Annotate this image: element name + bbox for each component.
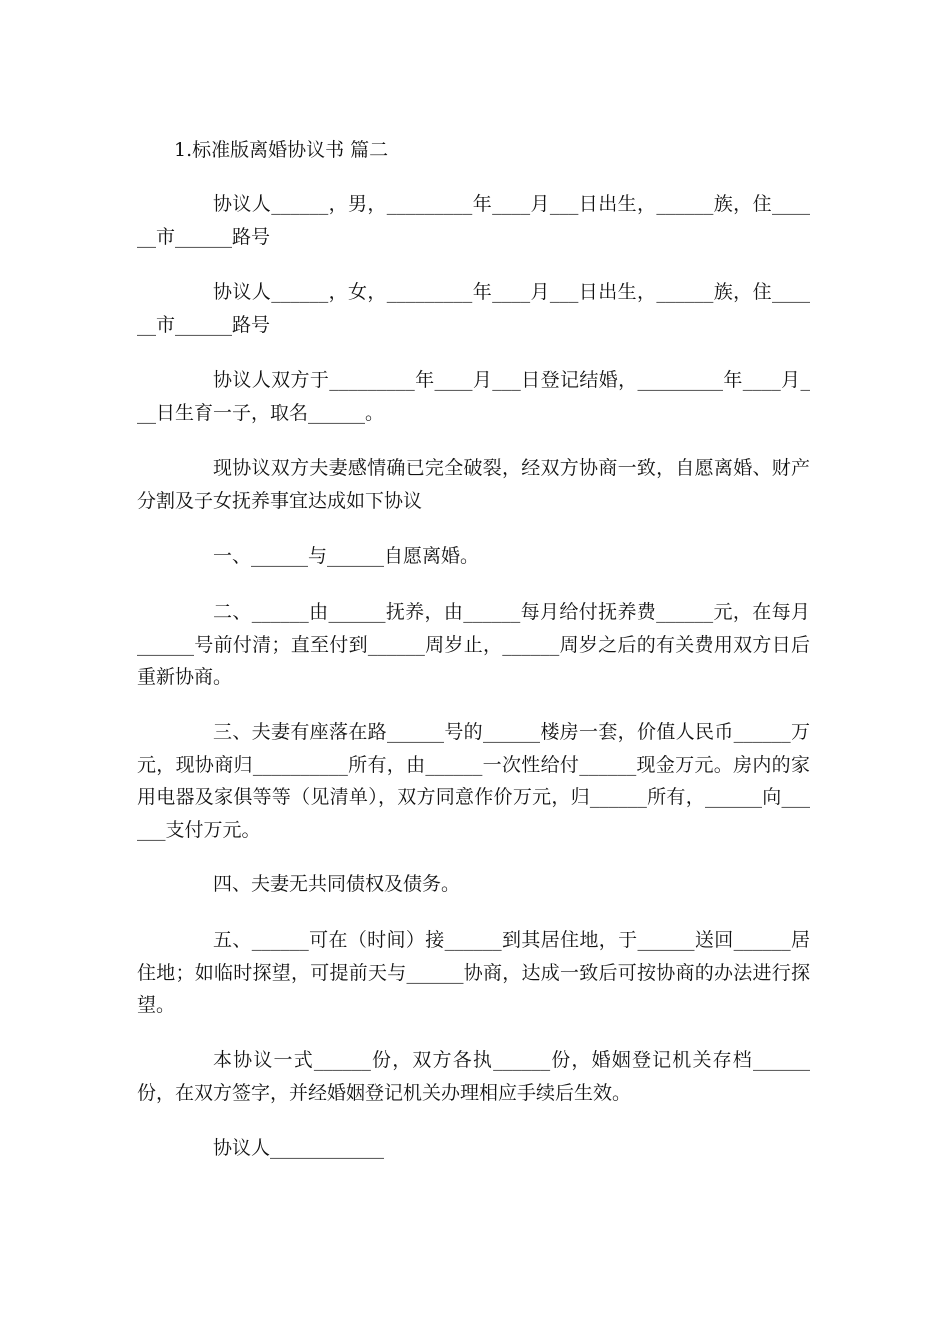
paragraph-clause-2: 二、______由______抚养，由______每月给付抚养费______元，在每月______号前付清；直至付到______周岁止，______周岁之后的有关费用双方日后重新协商。 <box>137 601 810 688</box>
paragraph-copies: 本协议一式______份，双方各执______份，婚姻登记机关存档______份，在双方签字，并经婚姻登记机关办理相应手续后生效。 <box>137 1049 810 1104</box>
paragraph-clause-3: 三、夫妻有座落在路______号的______楼房一套，价值人民币______万元，现协商归__________所有，由______一次性给付______现金万元。房内的家用电器及家俱等等（见清单），双方同意作价万元，归______所有，______向______支付万元。 <box>137 721 810 841</box>
paragraph-clause-5: 五、______可在（时间）接______到其居住地，于______送回______居住地；如临时探望，可提前天与______协商，达成一致后可按协商的办法进行探望。 <box>137 929 810 1016</box>
paragraph-clause-1: 一、______与______自愿离婚。 <box>213 545 480 567</box>
paragraph-clause-4: 四、夫妻无共同债权及债务。 <box>213 873 461 895</box>
paragraph-signature: 协议人____________ <box>213 1137 385 1159</box>
paragraph-preamble: 现协议双方夫妻感情确已完全破裂，经双方协商一致，自愿离婚、财产分割及子女抚养事宜达成如下协议 <box>137 457 810 512</box>
paragraph-marriage-registration: 协议人双方于_________年____月___日登记结婚，_________年____月___日生育一子，取名______。 <box>137 369 810 424</box>
document-heading: 1.标准版离婚协议书 篇二 <box>174 139 389 161</box>
paragraph-party-male: 协议人______，男，_________年____月___日出生，______族，住______市______路号 <box>137 193 810 248</box>
paragraph-party-female: 协议人______，女，_________年____月___日出生，______族，住______市______路号 <box>137 281 810 336</box>
